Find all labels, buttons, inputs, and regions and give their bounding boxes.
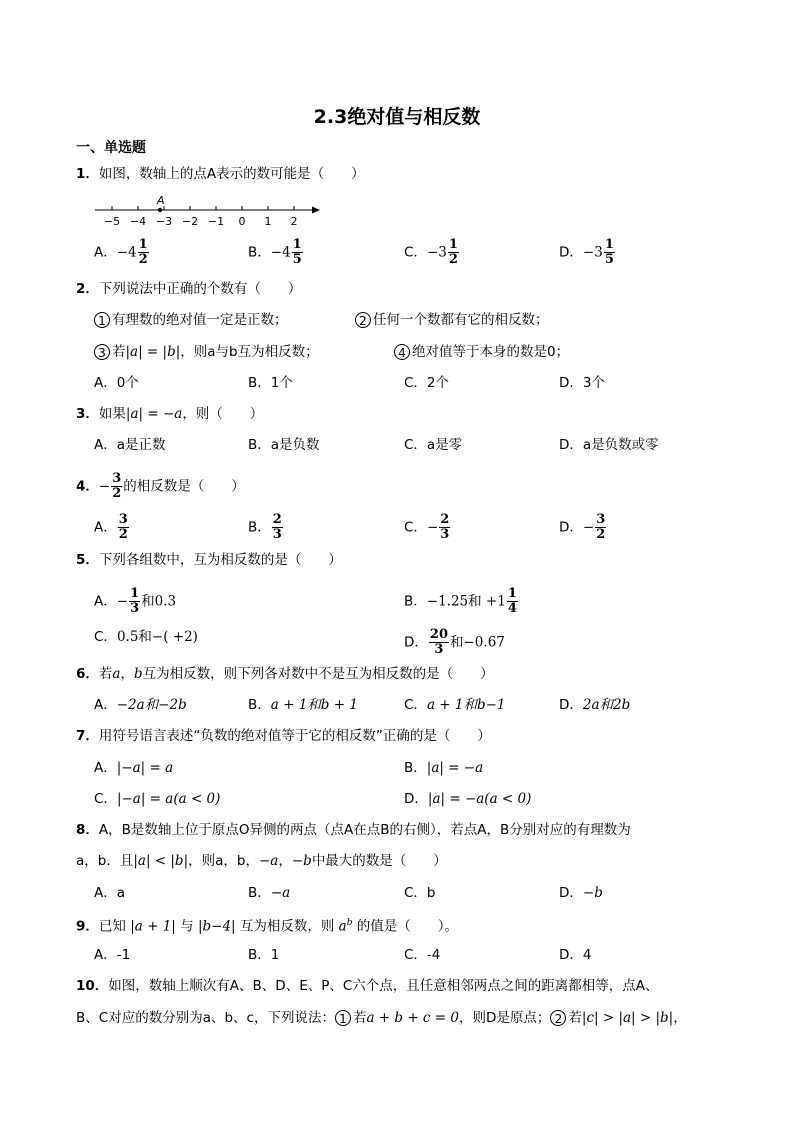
number-line-tick-label: 1 <box>264 215 272 228</box>
option-label: C． <box>404 244 427 261</box>
question-text: 若 <box>98 666 113 682</box>
q2-option-d[interactable]: D．3个 <box>559 375 605 391</box>
number-line-figure <box>90 190 330 230</box>
option-label: D． <box>559 885 583 901</box>
question-text: ，则D是原点； <box>458 1010 551 1026</box>
math-expression: |−a| = a <box>116 760 174 776</box>
option-text: 和0.3 <box>141 593 177 610</box>
q9-option-b[interactable]: B．1 <box>248 947 280 963</box>
option-label: B． <box>404 593 427 610</box>
circled-number-icon: 2 <box>355 312 371 328</box>
math-expression: |b−4| <box>197 918 236 935</box>
q1-option-a[interactable] <box>94 238 150 267</box>
q3-option-b[interactable]: B．a是负数 <box>248 437 320 453</box>
question-4-stem <box>76 472 245 501</box>
option-fraction: $\frac{1}{3}$ <box>130 586 140 616</box>
question-text: 如图，数轴上顺次有A、B、D、E、P、C六个点，且任意相邻两点之间的距离都相等，点A、 <box>108 978 659 994</box>
question-7-stem <box>76 727 491 745</box>
option-label: C． <box>404 519 427 536</box>
question-number: 1． <box>76 166 99 182</box>
question-9-stem <box>76 914 458 936</box>
option-text: −1.25和 +1 <box>426 593 506 610</box>
question-text: 的相反数是（ ） <box>123 478 245 495</box>
option-label: B． <box>404 760 427 776</box>
statement-text: 若 <box>112 344 126 360</box>
q4-option-a[interactable] <box>94 513 130 542</box>
option-whole: −4 <box>116 244 137 261</box>
number-line-tick-label: 2 <box>290 215 298 228</box>
q9-option-c[interactable]: C．-4 <box>404 947 441 963</box>
math-sign: − <box>582 519 595 536</box>
q7-option-b[interactable] <box>404 759 483 777</box>
option-label: D． <box>404 634 428 651</box>
option-label: D． <box>559 519 583 536</box>
q9-option-d[interactable]: D．4 <box>559 947 592 963</box>
math-expression: a + 1和b + 1 <box>270 697 358 713</box>
q7-option-c[interactable] <box>94 790 220 808</box>
point-a-dot <box>158 208 162 212</box>
q6-option-c[interactable] <box>404 696 506 714</box>
option-label: C． <box>94 629 117 645</box>
question-text: 若 <box>352 1010 367 1026</box>
number-line-tick-label: −2 <box>181 215 199 228</box>
question-5-stem <box>76 551 342 569</box>
circled-number-icon: 1 <box>335 1010 351 1026</box>
question-1-stem <box>76 165 365 183</box>
question-2-stem <box>76 280 301 298</box>
option-fraction: $\frac{2}{3}$ <box>440 512 450 542</box>
math-expression: |a| < |b| <box>133 853 189 869</box>
question-text: 若 <box>568 1010 582 1026</box>
math-expression: |a| = −a <box>125 406 183 422</box>
number-line-tick-label: −3 <box>155 215 173 228</box>
question-text: 与 <box>175 918 198 935</box>
question-number: 5． <box>76 552 99 568</box>
option-fraction: $\frac{2}{3}$ <box>272 512 282 542</box>
math-expression: |−a| = a(a < 0) <box>116 791 221 807</box>
q2-statement-4 <box>394 343 569 361</box>
number-line-tick-label: 0 <box>238 215 246 228</box>
question-text: B、C对应的数分别为a、b、c，下列说法： <box>76 1010 335 1026</box>
question-text: 如图，数轴上的点A表示的数可能是（ ） <box>98 166 365 182</box>
question-text: a，b．且 <box>76 853 134 869</box>
math-expression: a + 1和b−1 <box>426 697 506 713</box>
option-label: B． <box>248 519 271 536</box>
option-label: D． <box>404 791 428 807</box>
option-fraction: $\frac{20}{3}$ <box>429 627 448 657</box>
question-number: 9． <box>76 918 99 935</box>
option-label: D． <box>559 697 583 713</box>
q3-option-d[interactable]: D．a是负数或零 <box>559 437 659 453</box>
q4-option-c[interactable] <box>404 513 451 542</box>
math-expression: −b <box>291 853 312 869</box>
math-variable: a <box>112 666 121 682</box>
q3-option-c[interactable]: C．a是零 <box>404 437 463 453</box>
option-label: A． <box>94 519 117 536</box>
math-expression: |a + 1| <box>130 918 176 935</box>
question-text: 互为相反数，则下列各对数中不是互为相反数的是（ ） <box>142 666 494 682</box>
q6-option-a[interactable] <box>94 696 187 714</box>
q1-option-d[interactable] <box>559 238 616 267</box>
number-line-tick-label: −1 <box>207 215 225 228</box>
statement-text: ，则a与b互为相反数； <box>180 344 319 360</box>
math-sign: − <box>426 519 439 536</box>
q2-statement-2 <box>355 311 549 329</box>
option-label: D． <box>559 244 583 261</box>
math-variable: b <box>133 666 143 682</box>
q2-statement-1 <box>94 311 288 329</box>
question-text: 的值是（ ）。 <box>352 918 459 935</box>
math-sign: − <box>98 478 111 495</box>
q6-option-d[interactable] <box>559 696 630 714</box>
number-line-tick-label: −5 <box>103 215 121 228</box>
option-fraction: $\frac{1}{4}$ <box>507 586 517 616</box>
option-fraction: $\frac{3}{2}$ <box>596 512 606 542</box>
statement-text: 绝对值等于本身的数是0； <box>412 344 570 360</box>
point-a-label: A <box>157 194 165 207</box>
option-whole: −4 <box>270 244 291 261</box>
option-fraction: $\frac{3}{2}$ <box>118 512 128 542</box>
math-expression: |a| = −a(a < 0) <box>427 791 532 807</box>
q9-option-a[interactable]: A．-1 <box>94 947 131 963</box>
option-fraction: $\frac{1}{2}$ <box>138 237 148 267</box>
option-label: B． <box>248 885 271 901</box>
q6-option-b[interactable] <box>248 696 358 714</box>
stem-fraction: $\frac{3}{2}$ <box>112 471 122 501</box>
question-10-stem-line-2 <box>76 1009 687 1027</box>
q7-option-a[interactable] <box>94 759 173 777</box>
question-number: 7． <box>76 728 99 744</box>
question-8-stem-line-2 <box>76 852 447 870</box>
circled-number-icon: 2 <box>550 1010 566 1026</box>
q5-option-b[interactable] <box>404 587 519 616</box>
math-expression: 2a和2b <box>582 697 631 713</box>
option-fraction: $\frac{1}{2}$ <box>448 237 458 267</box>
question-3-stem <box>76 405 263 423</box>
question-text: ，则（ ） <box>182 406 264 422</box>
question-number: 3． <box>76 406 99 422</box>
option-fraction: $\frac{1}{5}$ <box>292 237 302 267</box>
statement-text: 任何一个数都有它的相反数； <box>373 312 549 328</box>
option-label: A． <box>94 760 117 776</box>
q2-option-a[interactable]: A．0个 <box>94 375 139 391</box>
q8-option-a[interactable]: A．a <box>94 885 126 901</box>
option-whole: −3 <box>582 244 603 261</box>
q1-option-c[interactable] <box>404 238 460 267</box>
q8-option-b[interactable] <box>248 884 290 902</box>
question-8-stem-line-1 <box>76 821 631 839</box>
circled-number-icon: 1 <box>94 312 110 328</box>
option-label: C． <box>404 697 427 713</box>
option-text: 和−0.67 <box>450 634 505 651</box>
document-title: 2.3绝对值与相反数 <box>313 106 481 128</box>
option-fraction: $\frac{1}{5}$ <box>604 237 614 267</box>
option-label: C． <box>94 791 117 807</box>
question-text: A，B是数轴上位于原点O异侧的两点（点A在点B的右侧），若点A，B分别对应的有理数为 <box>98 822 631 838</box>
q7-option-d[interactable] <box>404 790 531 808</box>
question-text: 如果 <box>98 406 126 422</box>
question-10-stem-line-1 <box>76 977 659 995</box>
option-text: 0.5和−( +2) <box>116 629 198 645</box>
q8-option-d[interactable] <box>559 884 603 902</box>
section-heading: 一、单选题 <box>76 140 146 156</box>
option-label: A． <box>94 593 117 610</box>
question-number: 2． <box>76 281 99 297</box>
math-expression: −2a和−2b <box>116 697 187 713</box>
question-text: ， <box>120 666 134 682</box>
math-expression: −a <box>258 853 279 869</box>
question-text: ， <box>278 853 292 869</box>
number-line-arrow-icon <box>312 207 320 214</box>
q3-option-a[interactable]: A．a是正数 <box>94 437 166 453</box>
question-text: 已知 <box>98 918 131 935</box>
option-label: A． <box>94 244 117 261</box>
question-text: 用符号语言表述“负数的绝对值等于它的相反数”正确的是（ ） <box>98 728 491 744</box>
q2-option-b[interactable]: B．1个 <box>248 375 293 391</box>
math-expression: |a| = |b| <box>125 344 181 360</box>
math-expression: |a| = −a <box>426 760 484 776</box>
q5-option-a[interactable] <box>94 587 176 616</box>
math-variable: a <box>338 918 347 935</box>
circled-number-icon: 4 <box>394 344 410 360</box>
question-6-stem <box>76 665 494 683</box>
math-expression: |c| > |a| > |b| <box>581 1010 674 1026</box>
question-number: 10． <box>76 978 109 994</box>
math-expression: −b <box>582 885 603 901</box>
question-text: 互为相反数，则 <box>235 918 339 935</box>
option-label: A． <box>94 697 117 713</box>
question-text: 下列各组数中，互为相反数的是（ ） <box>98 552 342 568</box>
number-line-ticks <box>104 206 298 228</box>
question-number: 8． <box>76 822 99 838</box>
q4-option-b[interactable] <box>248 513 284 542</box>
question-text: 中最大的数是（ ） <box>311 853 447 869</box>
q2-statement-3 <box>94 343 319 361</box>
option-label: B． <box>248 697 271 713</box>
option-label: B． <box>248 244 271 261</box>
q5-option-c[interactable] <box>94 628 198 646</box>
option-whole: −3 <box>426 244 447 261</box>
number-line-tick-label: −4 <box>129 215 147 228</box>
circled-number-icon: 3 <box>94 344 110 360</box>
math-expression: −a <box>270 885 291 901</box>
q1-option-b[interactable] <box>248 238 304 267</box>
q4-option-d[interactable] <box>559 513 607 542</box>
statement-text: 有理数的绝对值一定是正数； <box>112 312 288 328</box>
question-text: ， <box>673 1010 687 1026</box>
question-text: 下列说法中正确的个数有（ ） <box>98 281 302 297</box>
math-sign: − <box>116 593 129 610</box>
q2-option-c[interactable]: C．2个 <box>404 375 450 391</box>
question-text: ，则a，b， <box>188 853 259 869</box>
math-expression: a + b + c = 0 <box>366 1010 459 1026</box>
q8-option-c[interactable]: C．b <box>404 885 436 901</box>
question-number: 4． <box>76 478 99 495</box>
math-exponent: b <box>346 918 353 928</box>
q5-option-d[interactable] <box>404 628 505 657</box>
question-number: 6． <box>76 666 99 682</box>
